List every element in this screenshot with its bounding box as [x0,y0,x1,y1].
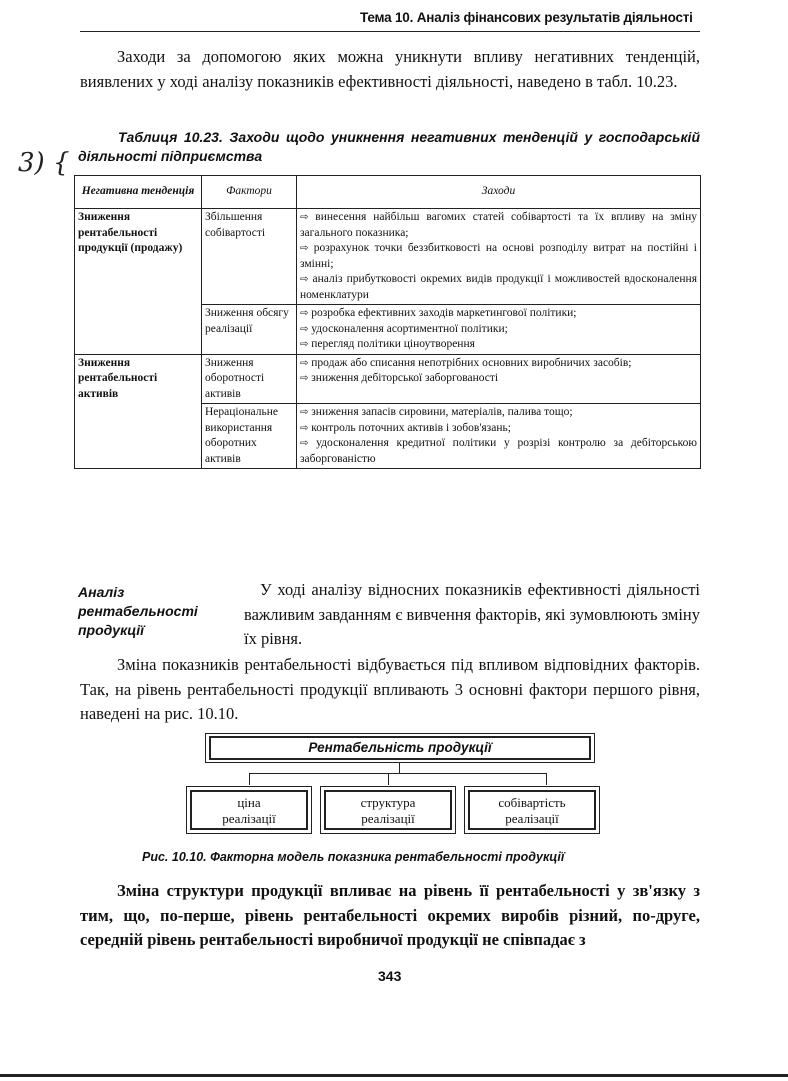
paragraph-1: У ході аналізу відносних показників ефективності діяльності важливим завданням є вивчення факторів, які зумовлюють зміну їх рівня. [244,580,700,648]
measure-item [300,241,697,272]
measure-text: розрахунок точки беззбитковості на основі розподілу витрат на постійні і змінні; [300,242,697,270]
factor-box-price [186,786,312,834]
figure-top-label: Рентабельність продукції [308,740,492,755]
table-header-row [75,176,701,209]
measure-item [300,356,697,372]
factor-box-structure [320,786,456,834]
factor-cell: Нераціональне використання оборотних активів [202,404,297,469]
measure-text: продаж або списання непотрібних основних виробничих засобів; [311,356,632,369]
measure-item [300,322,697,338]
arrow-right-icon: ⇨ [300,308,309,319]
header-tendency: Негативна тенденція [75,176,202,209]
factor-cell: Збільшення собівартості [202,209,297,305]
bottom-rule [0,1074,788,1077]
connector-vertical-main [399,763,400,773]
table-caption: Таблиця 10.23. Заходи щодо уникнення негативних тенденцій у господарській діяльності підприємства [78,129,700,164]
measure-text: розробка ефективних заходів маркетингової політики; [311,307,577,319]
side-section-title: Аналіз рентабельності продукції [78,584,198,638]
measure-text: аналіз прибутковості окремих видів продукції і можливостей вдосконалення номенклатури [300,273,697,301]
arrow-right-icon: ⇨ [300,438,309,449]
measure-text: удосконалення кредитної політики у розрізі контролю за дебіторською заборгованістю [300,437,698,465]
measure-text: винесення найбільш вагомих статей собівартості та їх впливу на зміну загального показника; [300,211,697,239]
factor-cell: Зниження обсягу реалізації [202,305,297,355]
measure-text: контроль поточних активів і зобов'язань; [311,421,511,434]
factor-box-cost [464,786,600,834]
measure-text: удосконалення асортиментної політики; [311,322,508,335]
table-body [75,209,701,469]
header-measures: Заходи [297,176,701,209]
measures-table [74,175,701,469]
arrow-right-icon: ⇨ [300,339,309,350]
measure-item [300,272,697,303]
measure-item [300,371,697,387]
intro-paragraph [80,45,700,94]
factor-cell: Зниження оборотності активів [202,354,297,404]
intro-text: Заходи за допомогою яких можна уникнути впливу негативних тенденцій, виявлених у ході аналізу показників ефективності діяльності, наведено в табл. 10.23. [80,47,700,91]
tendency-cell: Зниження рентабельності продукції (продажу) [75,209,202,355]
arrow-right-icon: ⇨ [300,373,309,384]
measure-item [300,210,697,241]
running-header: Тема 10. Аналіз фінансових результатів діяльності [360,10,693,25]
measure-item [300,421,697,437]
measure-text: перегляд політики ціноутворення [311,338,475,350]
header-factors: Фактори [202,176,297,209]
factor-structure-label: структура реалізації [360,795,416,826]
connector-middle [388,773,389,785]
connector-horizontal [249,773,547,774]
factor-price-label: ціна реалізації [222,795,276,826]
table-row [75,209,701,305]
measures-cell [297,305,701,355]
measure-item [300,436,697,467]
figure-caption: Рис. 10.10. Факторна модель показника рентабельності продукції [142,850,565,864]
factor-cost-label: собівартість реалізації [498,795,566,826]
handwritten-margin-note: 3) { [18,148,70,178]
measures-cell [297,209,701,305]
measures-cell [297,404,701,469]
measure-item [300,337,697,353]
arrow-right-icon: ⇨ [300,407,309,418]
measure-text: зниження запасів сировини, матеріалів, палива тощо; [311,406,573,418]
page-number: 343 [378,968,402,984]
arrow-right-icon: ⇨ [300,212,309,223]
paragraph-2: Зміна показників рентабельності відбувається під впливом відповідних факторів. Так, на рівень рентабельності продукції впливають 3 основні фактори першого рівня, наведені на рис. 10.10. [80,655,700,723]
connector-left [249,773,250,785]
measure-item [300,405,697,421]
arrow-right-icon: ⇨ [300,422,309,434]
arrow-right-icon: ⇨ [300,274,309,285]
measures-cell [297,354,701,404]
arrow-right-icon: ⇨ [300,357,309,369]
paragraph-3: Зміна структури продукції впливає на рівень її рентабельності у зв'язку з тим, що, по-перше, рівень рентабельності окремих виробів різний, по-друге, середній рівень рентабельності виробничої продукції не співпадає з [80,881,700,949]
table-row [75,354,701,404]
tendency-cell: Зниження рентабельності активів [75,354,202,469]
arrow-right-icon: ⇨ [300,323,309,335]
arrow-right-icon: ⇨ [300,243,309,254]
measure-text: зниження дебіторської заборгованості [311,372,499,384]
header-rule [80,31,700,32]
measure-item [300,306,697,322]
connector-right [546,773,547,785]
